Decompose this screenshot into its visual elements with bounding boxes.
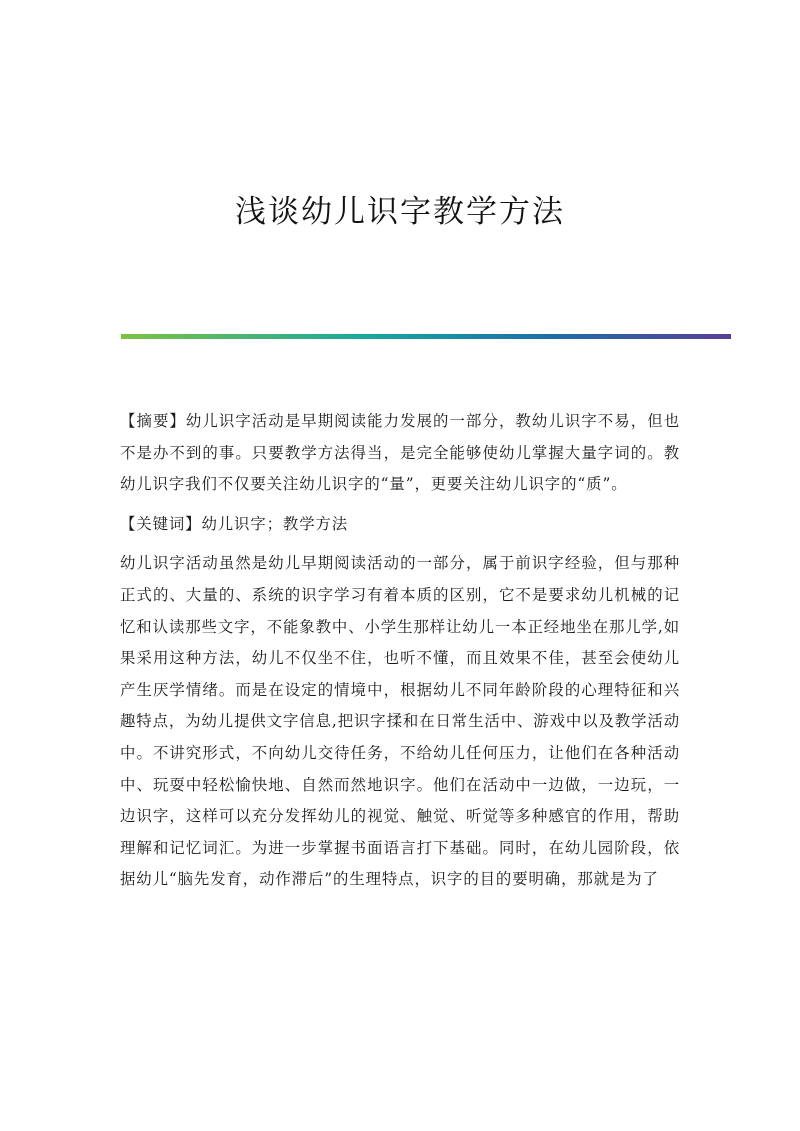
keywords-paragraph: 【关键词】幼儿识字；教学方法 [120, 514, 349, 533]
document-body [120, 406, 680, 896]
document-title: 浅谈幼儿识字教学方法 [235, 194, 565, 230]
abstract-paragraph: 【摘要】幼儿识字活动是早期阅读能力发展的一部分，教幼儿识字不易，但也不是办不到的事。只要教学方法得当，是完全能够使幼儿掌握大量字词的。教幼儿识字我们不仅要关注幼儿识字的“量”，更要关注幼儿识字的“质”。 [120, 412, 680, 494]
body-paragraph: 幼儿识字活动虽然是幼儿早期阅读活动的一部分，属于前识字经验，但与那种正式的、大量的、系统的识字学习有着本质的区别，它不是要求幼儿机械的记忆和认读那些文字，不能象教中、小学生那样让幼儿一本正经地坐在那儿学,如果采用这种方法，幼儿不仅坐不住，也听不懂，而且效果不佳，甚至会使幼儿产生厌学情绪。而是在设定的情境中，根据幼儿不同年龄阶段的心理特征和兴趣特点，为幼儿提供文字信息,把识字揉和在日常生活中、游戏中以及教学活动中。不讲究形式，不向幼儿交待任务，不给幼儿任何压力，让他们在各种活动中、玩耍中轻松愉快地、自然而然地识字。他们在活动中一边做，一边玩，一边识字，这样可以充分发挥幼儿的视觉、触觉、听觉等多种感官的作用，帮助理解和记忆词汇。为进一步掌握书面语言打下基础。同时，在幼儿园阶段，依据幼儿“脑先发育，动作滞后”的生理特点，识字的目的要明确，那就是为了 [120, 554, 680, 889]
title-divider [121, 334, 731, 339]
